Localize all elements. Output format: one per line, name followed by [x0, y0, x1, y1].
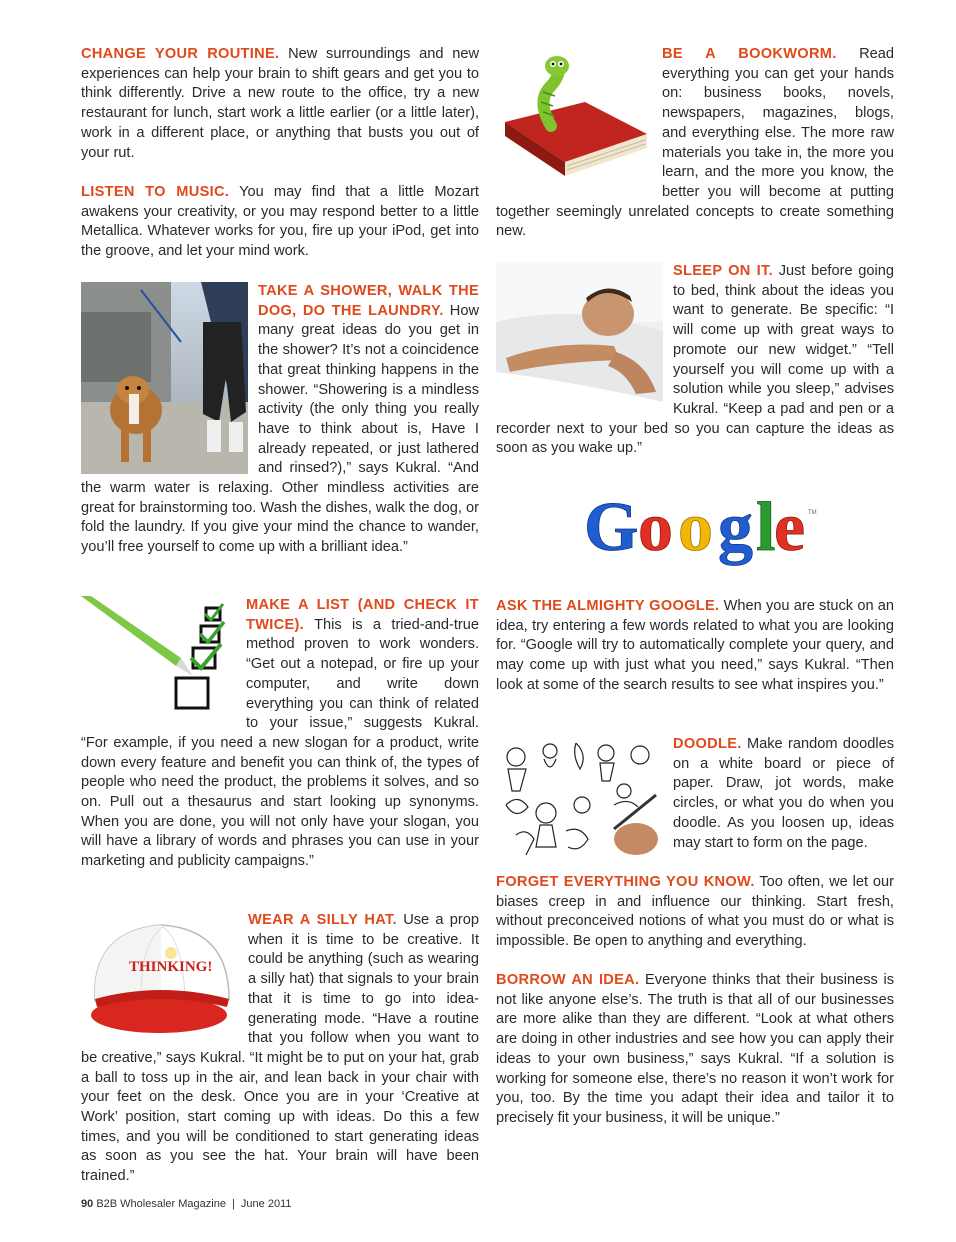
sleeping-man-photo — [496, 262, 663, 416]
bookworm-spacer — [496, 45, 652, 197]
google-letter-o2: o — [678, 489, 713, 566]
google-letter-o1: o — [638, 489, 673, 566]
body-make-list: This is a tried-and-true method proven to work wonders. “Get out a notepad, or fire up your computer, and write down everything you can think of related to your issue,” suggests Kukral. “For example, if you need a new slogan for a product, write down every feature and benefit you can think of, the types of people who need the product, the problems it solves, and so on. Pull out a thesaurus and start looking up synonyms. When you are done, you will not only have your slogan, you will have a library of words and phrases you can use in your marketing and publicity campaigns.” — [81, 616, 479, 870]
section-silly-hat — [81, 911, 479, 1187]
google-letter-l: l — [756, 489, 776, 566]
section-sleep-on-it — [496, 262, 894, 459]
doodle-illustration — [496, 735, 663, 862]
google-letter-e: e — [774, 489, 806, 566]
google-trademark: TM — [808, 510, 817, 516]
magazine-name: B2B Wholesaler Magazine — [96, 1198, 226, 1210]
page-footer — [81, 1198, 292, 1210]
body-silly-hat: Use a prop when it is time to be creative. It could be anything (such as wearing a silly hat) that signals to your brain that it is time to go into idea-generating mode. “Have a routine that you follow when you want to be creative,” says Kukral. “It might be to put on your hat, grab a ball to toss up in the air, and lean back in your chair with your feet on the desk. Once you are in your ‘Creative at Work’ position, start coming up with ideas. Do this a few times, and you will be conditioned to start generating ideas as soon as you see the hat. Your brain will have been trained.” — [81, 912, 479, 1185]
body-listen-music: You may find that a little Mozart awakens your creativity, or you may respond better to a little Metallica. Whatever works for you, fire up your iPod, get into the groove, and let your mind work. — [81, 184, 479, 260]
dog-walk-photo — [81, 282, 248, 474]
section-forget-everything — [496, 873, 894, 952]
section-borrow-idea — [496, 971, 894, 1129]
section-change-routine — [81, 45, 479, 163]
body-take-shower: How many great ideas do you get in the shower? It’s not a coincidence that great thinking happens in the shower. “Showering is a mindless activity (the only thing you really have to think about is, Have I already repeated, or just lathered and rinsed?),” says Kukral. “And the warm water is relaxing. Other mindless activities are great for brainstorming too. Wash the dishes, walk the dog, or fold the laundry. If you give your mind the chance to wander, you’ll free yourself to come up with a brilliant idea.” — [81, 302, 479, 556]
body-change-routine: New surroundings and new experiences can help your brain to shift gears and get you to think differently. Drive a new route to the office, try a new restaurant for lunch, start work a little earlier (or a little later), work in a different place, or anything that busts you out of your rut. — [81, 46, 479, 161]
body-doodle: Make random doodles on a white board or piece of paper. Draw, jot words, make circles, or what you do when you doodle. As you loosen up, ideas may start to form on the page. — [673, 736, 894, 851]
section-make-list — [81, 596, 479, 872]
heading-doodle: DOODLE. — [673, 736, 742, 752]
body-sleep-on-it: Just before going to bed, think about the ideas you want to generate. Be specific: “I will come up with great ways to promote our new widget.” “Tell yourself you will come up with a solution while you sleep,” advises Kukral. “Keep a pad and pen or a recorder next to your bed so you can capture the ideas as soon as you wake up.” — [496, 263, 894, 457]
body-borrow-idea: Everyone thinks that their business is not like anyone else’s. The truth is that all of our businesses are more alike than they are different. “Look at what others are doing in other industries and see how you can apply their ideas to your own business,” says Kukral. “If a solution is working for someone else, there’s no reason it won’t work for you, too. By the time you adapt their idea and tailor it to precisely fit your business, it will be unique.” — [496, 972, 894, 1126]
heading-change-routine: CHANGE YOUR ROUTINE. — [81, 46, 280, 62]
section-take-shower — [81, 282, 479, 558]
issue-date: June 2011 — [240, 1198, 292, 1210]
heading-bookworm: BE A BOOKWORM. — [662, 46, 837, 62]
section-doodle — [496, 735, 894, 864]
heading-sleep-on-it: SLEEP ON IT. — [673, 263, 773, 279]
heading-forget-everything: FORGET EVERYTHING YOU KNOW. — [496, 874, 755, 890]
section-bookworm — [496, 45, 894, 242]
thinking-hat-illustration — [81, 911, 238, 1039]
heading-silly-hat: WEAR A SILLY HAT. — [248, 912, 397, 928]
body-bookworm: Read everything you can get your hands on: business books, novels, newspapers, magazines, blogs, and everything else. The more raw materials you take in, the more you learn, and the more you know, the better you will become at putting together seemingly unrelated concepts to create something new. — [496, 46, 894, 240]
section-ask-google — [496, 597, 894, 696]
footer-separator: | — [232, 1198, 235, 1210]
google-letter-g: G — [584, 489, 639, 566]
body-forget-everything: Too often, we let our biases creep in and influence our thinking. Start fresh, without preconceived notions of what you must do or what is impossible. Be open to anything and everything. — [496, 874, 895, 950]
heading-take-shower: TAKE A SHOWER, WALK THE DOG, DO THE LAUNDRY. — [258, 283, 479, 319]
hat-text: THINKING! — [129, 959, 213, 975]
heading-borrow-idea: BORROW AN IDEA. — [496, 972, 640, 988]
body-ask-google: When you are stuck on an idea, try entering a few words related to what you are looking for. “Google will try to automatically complete your query, and may come up with just what you need,” says Kukral. “Then look at some of the search results to see what inspires you.” — [496, 598, 895, 693]
heading-listen-music: LISTEN TO MUSIC. — [81, 184, 230, 200]
google-letter-g2: g — [718, 489, 753, 566]
section-listen-music — [81, 183, 479, 262]
heading-make-list: MAKE A LIST (AND CHECK IT TWICE). — [246, 597, 479, 633]
checklist-illustration — [81, 596, 236, 728]
page-number: 90 — [81, 1198, 94, 1210]
google-logo — [582, 488, 822, 568]
heading-ask-google: ASK THE ALMIGHTY GOOGLE. — [496, 598, 720, 614]
